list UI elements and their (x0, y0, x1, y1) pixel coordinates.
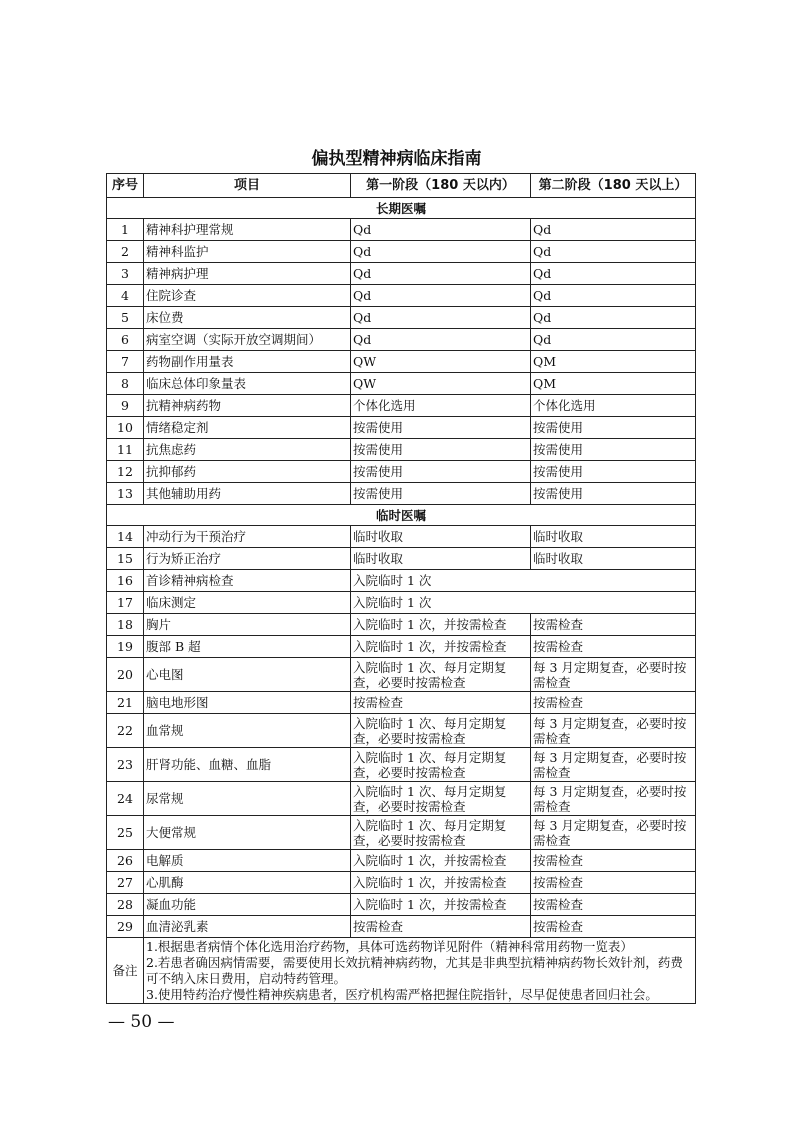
row-item: 行为矫正治疗 (144, 548, 351, 570)
table-row (107, 570, 696, 592)
row-number: 14 (107, 526, 144, 548)
row-number: 8 (107, 373, 144, 395)
row-number: 16 (107, 570, 144, 592)
row-phase1: 按需使用 (351, 461, 531, 483)
table-row (107, 461, 696, 483)
row-phase1: 按需使用 (351, 483, 531, 505)
section-label: 长期医嘱 (107, 198, 696, 219)
row-number: 23 (107, 748, 144, 782)
row-number: 26 (107, 850, 144, 872)
table-row (107, 614, 696, 636)
row-phase1: 按需使用 (351, 417, 531, 439)
row-phase2: 按需使用 (531, 461, 696, 483)
row-item: 抗抑郁药 (144, 461, 351, 483)
row-number: 7 (107, 351, 144, 373)
table-row (107, 483, 696, 505)
row-item: 临床测定 (144, 592, 351, 614)
row-item: 病室空调（实际开放空调期间） (144, 329, 351, 351)
row-number: 3 (107, 263, 144, 285)
row-number: 17 (107, 592, 144, 614)
notes-row (107, 938, 696, 1004)
header-phase1: 第一阶段（180 天以内） (351, 174, 531, 198)
row-phase2: 按需使用 (531, 483, 696, 505)
row-number: 18 (107, 614, 144, 636)
row-item: 血常规 (144, 714, 351, 748)
row-phase2: 按需检查 (531, 850, 696, 872)
row-phase1: Qd (351, 285, 531, 307)
note-line: 1.根据患者病情个体化选用治疗药物，具体可选药物详见附件（精神科常用药物一览表） (146, 938, 633, 954)
clinical-guideline-table (106, 173, 696, 1004)
row-phase1: Qd (351, 263, 531, 285)
row-number: 5 (107, 307, 144, 329)
row-number: 24 (107, 782, 144, 816)
row-phase1: 入院临时 1 次、每月定期复查，必要时按需检查 (351, 714, 531, 748)
row-number: 25 (107, 816, 144, 850)
row-phase2: 按需检查 (531, 692, 696, 714)
row-phase1: 入院临时 1 次、每月定期复查，必要时按需检查 (351, 658, 531, 692)
row-item: 大便常规 (144, 816, 351, 850)
table-row (107, 692, 696, 714)
notes-label: 备注 (107, 938, 144, 1004)
row-item: 心电图 (144, 658, 351, 692)
table-row (107, 916, 696, 938)
table-row (107, 658, 696, 692)
table-row (107, 417, 696, 439)
table-row (107, 748, 696, 782)
row-item: 精神科护理常规 (144, 219, 351, 241)
row-phase1: QW (351, 373, 531, 395)
table-row (107, 592, 696, 614)
row-number: 28 (107, 894, 144, 916)
row-phase1: 入院临时 1 次，并按需检查 (351, 872, 531, 894)
row-phase1: 入院临时 1 次、每月定期复查，必要时按需检查 (351, 782, 531, 816)
row-phase1: QW (351, 351, 531, 373)
notes-content (144, 938, 696, 1004)
row-item: 抗焦虑药 (144, 439, 351, 461)
row-phase2: Qd (531, 263, 696, 285)
table-row (107, 872, 696, 894)
row-number: 4 (107, 285, 144, 307)
row-number: 19 (107, 636, 144, 658)
row-number: 22 (107, 714, 144, 748)
row-item: 凝血功能 (144, 894, 351, 916)
row-phase2: 按需检查 (531, 614, 696, 636)
table-row (107, 636, 696, 658)
row-number: 10 (107, 417, 144, 439)
header-no: 序号 (107, 174, 144, 198)
row-phase2: Qd (531, 285, 696, 307)
row-phase2: 临时收取 (531, 548, 696, 570)
row-phase2: 按需使用 (531, 439, 696, 461)
row-item: 胸片 (144, 614, 351, 636)
row-item: 住院诊查 (144, 285, 351, 307)
table-header-row (107, 174, 696, 198)
row-item: 精神科监护 (144, 241, 351, 263)
row-phase2: 按需检查 (531, 872, 696, 894)
row-number: 29 (107, 916, 144, 938)
row-number: 21 (107, 692, 144, 714)
row-phase1: 入院临时 1 次，并按需检查 (351, 894, 531, 916)
table-row (107, 219, 696, 241)
row-phase1: 按需检查 (351, 692, 531, 714)
table-row (107, 329, 696, 351)
row-phase1: 入院临时 1 次 (351, 592, 696, 614)
row-phase2: 每 3 月定期复查，必要时按需检查 (531, 816, 696, 850)
row-number: 11 (107, 439, 144, 461)
row-phase1: 入院临时 1 次，并按需检查 (351, 636, 531, 658)
section-row (107, 505, 696, 526)
row-item: 脑电地形图 (144, 692, 351, 714)
table-row (107, 285, 696, 307)
table-row (107, 526, 696, 548)
table-row (107, 894, 696, 916)
row-phase2: Qd (531, 307, 696, 329)
row-phase2: 按需检查 (531, 916, 696, 938)
table-row (107, 439, 696, 461)
row-item: 尿常规 (144, 782, 351, 816)
row-number: 13 (107, 483, 144, 505)
row-phase2: 按需使用 (531, 417, 696, 439)
row-item: 心肌酶 (144, 872, 351, 894)
row-item: 肝肾功能、血糖、血脂 (144, 748, 351, 782)
table-row (107, 548, 696, 570)
row-phase2: 每 3 月定期复查，必要时按需检查 (531, 658, 696, 692)
row-phase1: Qd (351, 241, 531, 263)
row-item: 抗精神病药物 (144, 395, 351, 417)
row-item: 精神病护理 (144, 263, 351, 285)
table-row (107, 714, 696, 748)
section-label: 临时医嘱 (107, 505, 696, 526)
row-phase2: 个体化选用 (531, 395, 696, 417)
row-phase2: 每 3 月定期复查，必要时按需检查 (531, 714, 696, 748)
row-item: 冲动行为干预治疗 (144, 526, 351, 548)
page-number: — 50 — (108, 1012, 175, 1032)
table-row (107, 373, 696, 395)
row-number: 15 (107, 548, 144, 570)
row-item: 首诊精神病检查 (144, 570, 351, 592)
section-row (107, 198, 696, 219)
row-item: 其他辅助用药 (144, 483, 351, 505)
row-item: 床位费 (144, 307, 351, 329)
table-row (107, 307, 696, 329)
table-row (107, 263, 696, 285)
row-phase1: 入院临时 1 次、每月定期复查，必要时按需检查 (351, 748, 531, 782)
row-number: 1 (107, 219, 144, 241)
row-phase1: 个体化选用 (351, 395, 531, 417)
row-phase2: 每 3 月定期复查，必要时按需检查 (531, 782, 696, 816)
table-row (107, 395, 696, 417)
row-number: 6 (107, 329, 144, 351)
row-item: 电解质 (144, 850, 351, 872)
row-phase1: 入院临时 1 次、每月定期复查，必要时按需检查 (351, 816, 531, 850)
row-number: 27 (107, 872, 144, 894)
row-phase2: 临时收取 (531, 526, 696, 548)
row-phase2: 按需检查 (531, 636, 696, 658)
row-phase2: QM (531, 373, 696, 395)
row-phase1: 入院临时 1 次 (351, 570, 696, 592)
row-phase1: Qd (351, 307, 531, 329)
header-phase2: 第二阶段（180 天以上） (531, 174, 696, 198)
row-item: 腹部 B 超 (144, 636, 351, 658)
row-phase2: 按需检查 (531, 894, 696, 916)
row-item: 药物副作用量表 (144, 351, 351, 373)
row-phase1: 入院临时 1 次，并按需检查 (351, 850, 531, 872)
row-phase1: Qd (351, 329, 531, 351)
row-item: 血清泌乳素 (144, 916, 351, 938)
row-phase1: 入院临时 1 次，并按需检查 (351, 614, 531, 636)
row-number: 9 (107, 395, 144, 417)
header-item: 项目 (144, 174, 351, 198)
row-phase1: 临时收取 (351, 526, 531, 548)
row-phase2: Qd (531, 219, 696, 241)
table-row (107, 241, 696, 263)
note-line: 3.使用特药治疗慢性精神疾病患者，医疗机构需严格把握住院指针，尽早促使患者回归社会。 (146, 986, 658, 1002)
row-phase1: Qd (351, 219, 531, 241)
row-phase2: 每 3 月定期复查，必要时按需检查 (531, 748, 696, 782)
table-row (107, 816, 696, 850)
table-row (107, 351, 696, 373)
row-phase2: Qd (531, 241, 696, 263)
row-item: 临床总体印象量表 (144, 373, 351, 395)
row-phase2: QM (531, 351, 696, 373)
row-phase1: 按需检查 (351, 916, 531, 938)
row-number: 20 (107, 658, 144, 692)
row-phase2: Qd (531, 329, 696, 351)
row-phase1: 按需使用 (351, 439, 531, 461)
document-title: 偏执型精神病临床指南 (311, 149, 482, 169)
row-number: 2 (107, 241, 144, 263)
row-number: 12 (107, 461, 144, 483)
row-item: 情绪稳定剂 (144, 417, 351, 439)
table-row (107, 850, 696, 872)
note-line: 2.若患者确因病情需要，需要使用长效抗精神病药物，尤其是非典型抗精神病药物长效针剂，药费可不纳入床日费用，启动特药管理。 (146, 954, 683, 986)
table-row (107, 782, 696, 816)
row-phase1: 临时收取 (351, 548, 531, 570)
